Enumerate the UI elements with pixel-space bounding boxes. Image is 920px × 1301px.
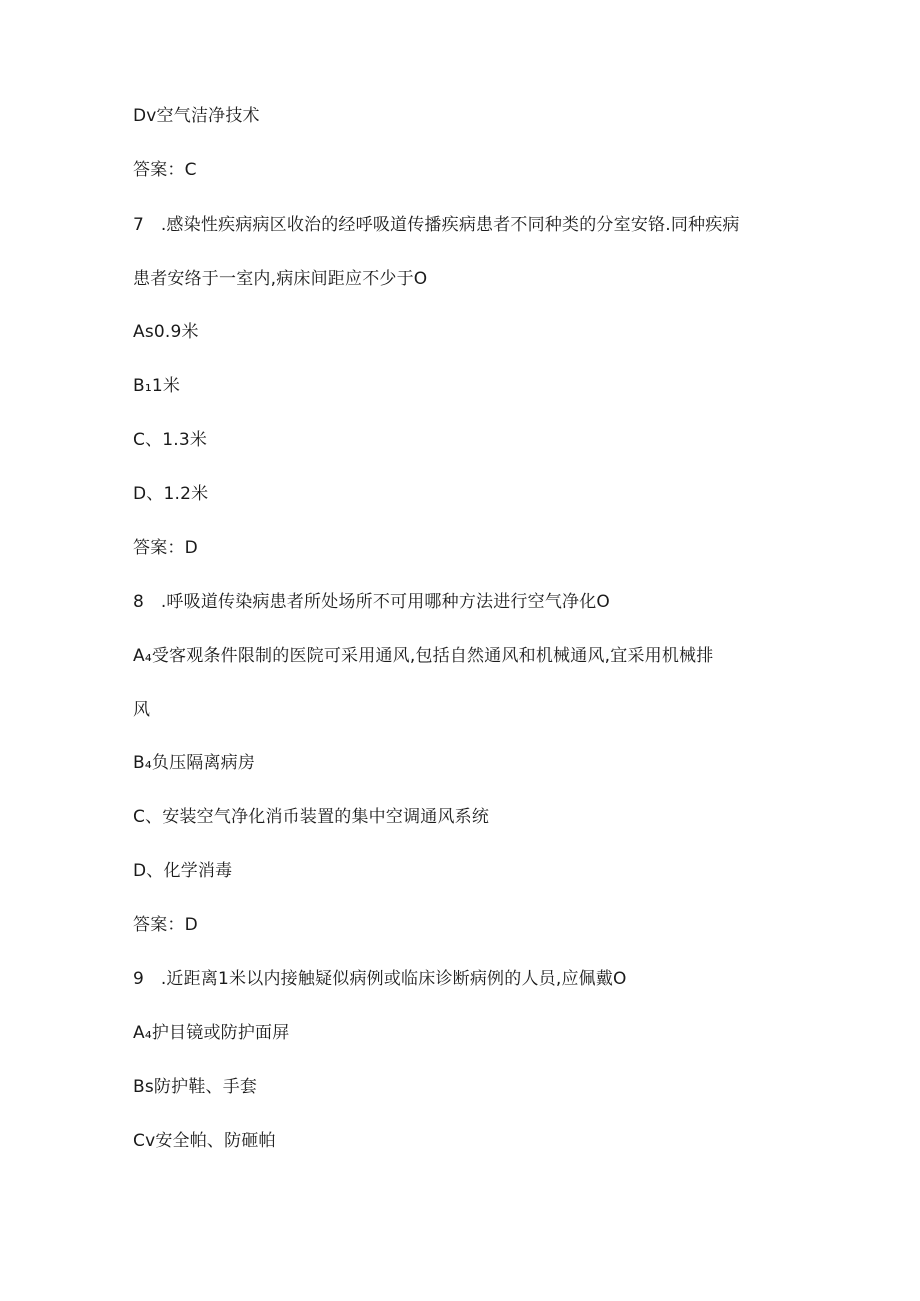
option-d-q8: D、化学消毒 xyxy=(133,861,233,881)
option-d-q6: Dv空气洁净技术 xyxy=(133,106,260,126)
option-c-q7: C、1.3米 xyxy=(133,430,208,450)
option-c-q9: Cv安全帕、防砸帕 xyxy=(133,1131,276,1151)
option-b-q7: B₁1米 xyxy=(133,376,181,396)
answer-q8: 答案：D xyxy=(133,915,198,935)
option-a-q8-line-1: A₄受客观条件限制的医院可采用通风,包括自然通风和机械通风,宜采用机械排 xyxy=(133,646,714,666)
option-d-q7: D、1.2米 xyxy=(133,484,209,504)
option-b-q9: Bs防护鞋、手套 xyxy=(133,1077,258,1097)
question-7-line-1: 7 .感染性疾病病区收治的经呼吸道传播疾病患者不同种类的分室安铬.同种疾病 xyxy=(133,215,740,235)
option-a-q8-line-2: 风 xyxy=(133,700,151,720)
option-a-q7: As0.9米 xyxy=(133,322,199,342)
option-a-q9: A₄护目镜或防护面屏 xyxy=(133,1023,290,1043)
option-b-q8: B₄负压隔离病房 xyxy=(133,753,256,773)
question-8: 8 .呼吸道传染病患者所处场所不可用哪种方法进行空气净化O xyxy=(133,592,611,612)
question-7-line-2: 患者安络于一室内,病床间距应不少于O xyxy=(133,269,428,289)
answer-q6: 答案：C xyxy=(133,160,197,180)
answer-q7: 答案：D xyxy=(133,538,198,558)
option-c-q8: C、安装空气净化消币装置的集中空调通风系统 xyxy=(133,807,490,827)
question-9: 9 .近距离1米以内接触疑似病例或临床诊断病例的人员,应佩戴O xyxy=(133,969,627,989)
